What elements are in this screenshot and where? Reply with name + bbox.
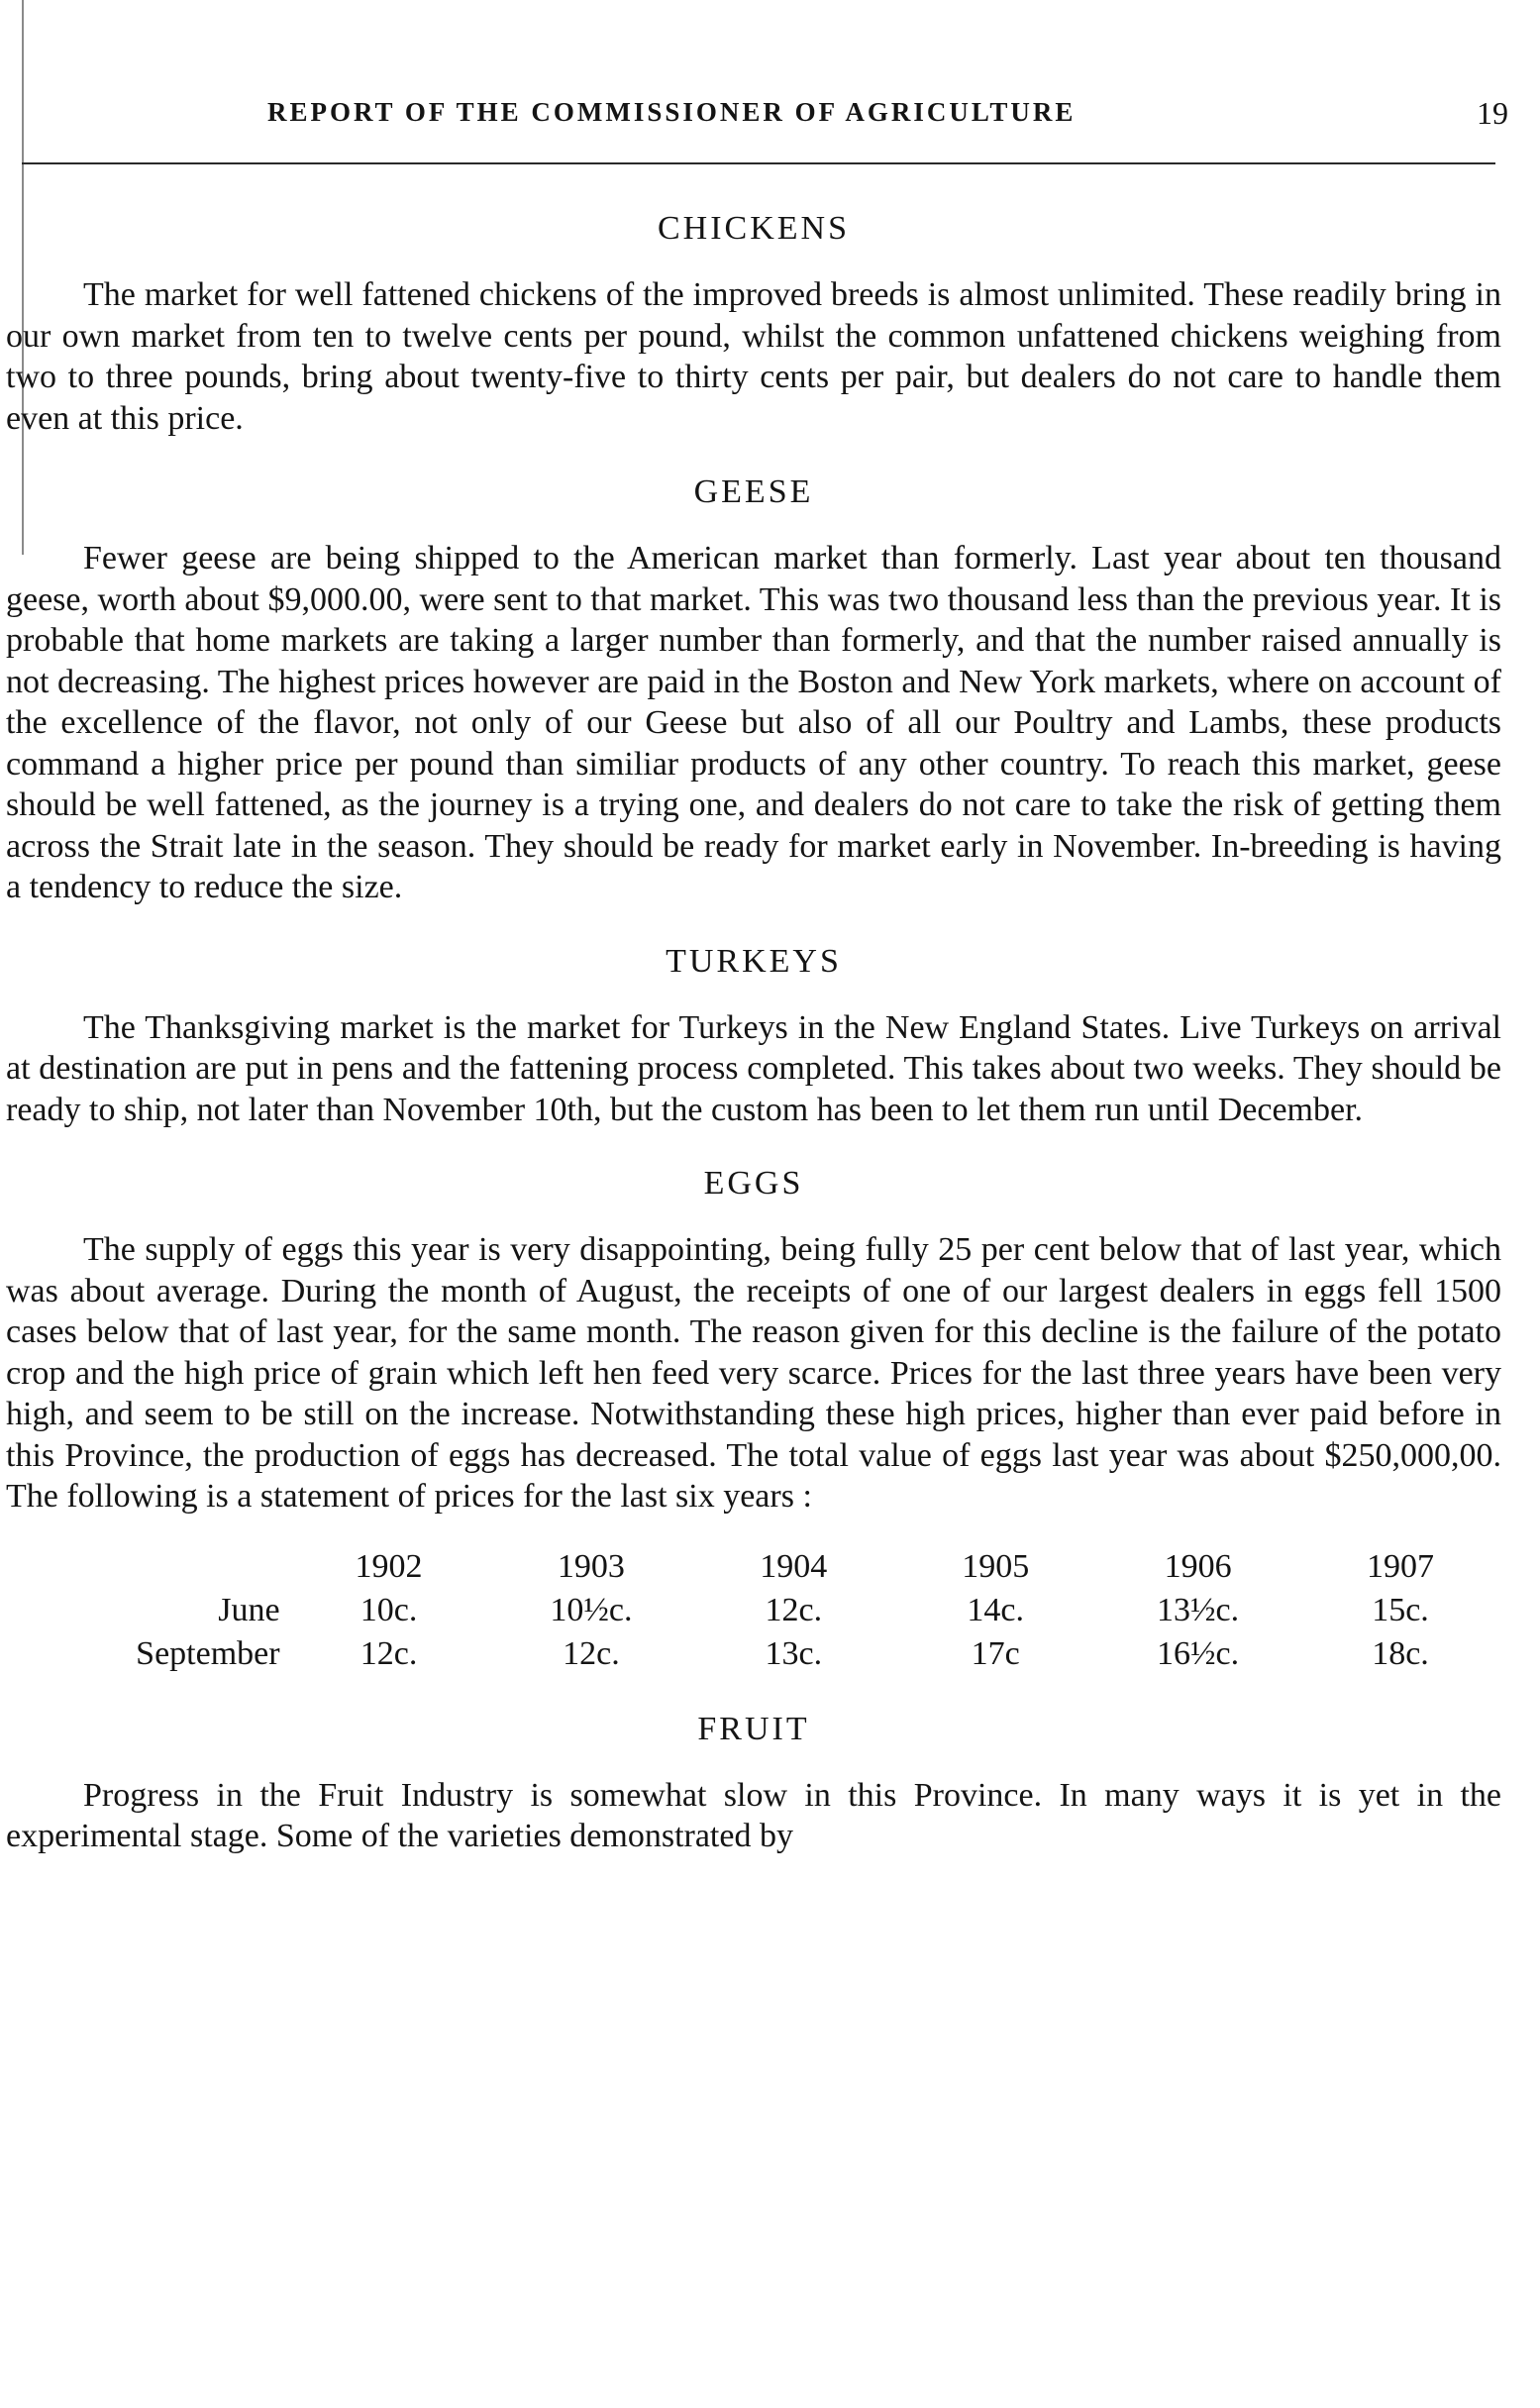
paragraph-chickens: The market for well fattened chickens of the improved breeds is almost unlimited. These readily bring in our own market from ten to twelve cents per pound, whilst the common unfattened chickens weighing from two to three pounds, bring about twenty-five to thirty cents per pair, but dealers do not care to handle them even at this price.: [6, 276, 1501, 437]
month-label: June: [218, 1591, 280, 1628]
price-cell: 10c.: [359, 1591, 418, 1628]
section-heading-fruit: FRUIT: [697, 1710, 810, 1747]
running-header: [0, 97, 1540, 137]
section-heading-geese: GEESE: [693, 473, 814, 510]
page-number: 19: [1477, 95, 1508, 131]
section-heading-chickens: CHICKENS: [657, 210, 851, 247]
year-header: 1906: [1164, 1547, 1232, 1585]
price-cell: 14c.: [967, 1591, 1024, 1628]
price-cell: 18c.: [1372, 1634, 1429, 1672]
egg-price-table: [85, 1545, 1501, 1676]
section-turkeys: [6, 936, 1501, 1131]
table-corner-cell: [85, 1545, 288, 1589]
paragraph-fruit: Progress in the Fruit Industry is somewhat slow in this Province. In many ways it is yet in the experimental stage. Some of the varieties demonstrated by: [6, 1776, 1501, 1854]
section-heading-turkeys: TURKEYS: [666, 942, 842, 980]
month-label: September: [136, 1634, 280, 1672]
year-header: 1905: [962, 1547, 1030, 1585]
paragraph-geese: Fewer geese are being shipped to the American market than formerly. Last year about ten thousand geese, worth about $9,000.00, were sent to that market. This was two thousand less than the previous year. It is probable that home markets are taking a larger number than formerly, and that the number raised annually is not decreasing. The highest prices however are paid in the Boston and New York markets, where on account of the excellence of the flavor, not only of our Geese but also of all our Poultry and Lambs, these products command a higher price per pound than similiar products of any other country. To reach this market, geese should be well fattened, as the journey is a trying one, and dealers do not care to take the risk of getting them across the Strait late in the season. They should be ready for market early in November. In-breeding is having a tendency to reduce the size.: [6, 540, 1501, 905]
year-header: 1902: [355, 1547, 423, 1585]
price-cell: 17c: [971, 1634, 1020, 1672]
year-header: 1903: [557, 1547, 625, 1585]
price-cell: 13½c.: [1157, 1591, 1240, 1628]
section-fruit: [6, 1704, 1501, 1857]
price-cell: 12c.: [563, 1634, 620, 1672]
price-cell: 12c.: [359, 1634, 418, 1672]
paragraph-turkeys: The Thanksgiving market is the market for Turkeys in the New England States. Live Turkeys on arrival at destination are put in pens and the fattening process completed. This takes about two weeks. They should be ready to ship, not later than November 10th, but the custom has been to let them run until December.: [6, 1008, 1501, 1128]
header-rule: [22, 162, 1495, 164]
price-cell: 16½c.: [1157, 1634, 1240, 1672]
egg-price-header-row: [85, 1545, 1501, 1589]
section-geese: [6, 467, 1501, 908]
section-heading-eggs: EGGS: [703, 1165, 804, 1202]
section-chickens: [6, 203, 1501, 439]
year-header: 1907: [1367, 1547, 1434, 1585]
section-eggs: [6, 1158, 1501, 1676]
paragraph-eggs: The supply of eggs this year is very disappointing, being fully 25 per cent below that of last year, which was about average. During the month of August, the receipts of one of our largest dealers in eggs fell 1500 cases below that of last year, for the same month. The reason given for this decline is the failure of the potato crop and the high price of grain which left hen feed very scarce. Prices for the last three years have been very high, and seem to be still on the increase. Notwithstanding these high prices, higher than ever paid before in this Province, the production of eggs has decreased. The total value of eggs last year was about $250,000,00. The following is a statement of prices for the last six years :: [6, 1231, 1501, 1515]
running-title: REPORT OF THE COMMISSIONER OF AGRICULTURE: [267, 97, 1077, 127]
price-cell: 10½c.: [550, 1591, 633, 1628]
egg-price-row: [85, 1589, 1501, 1632]
year-header: 1904: [760, 1547, 828, 1585]
price-cell: 15c.: [1372, 1591, 1429, 1628]
price-cell: 12c.: [765, 1591, 823, 1628]
egg-price-row: [85, 1632, 1501, 1676]
price-cell: 13c.: [765, 1634, 823, 1672]
page-content: [6, 203, 1501, 1857]
